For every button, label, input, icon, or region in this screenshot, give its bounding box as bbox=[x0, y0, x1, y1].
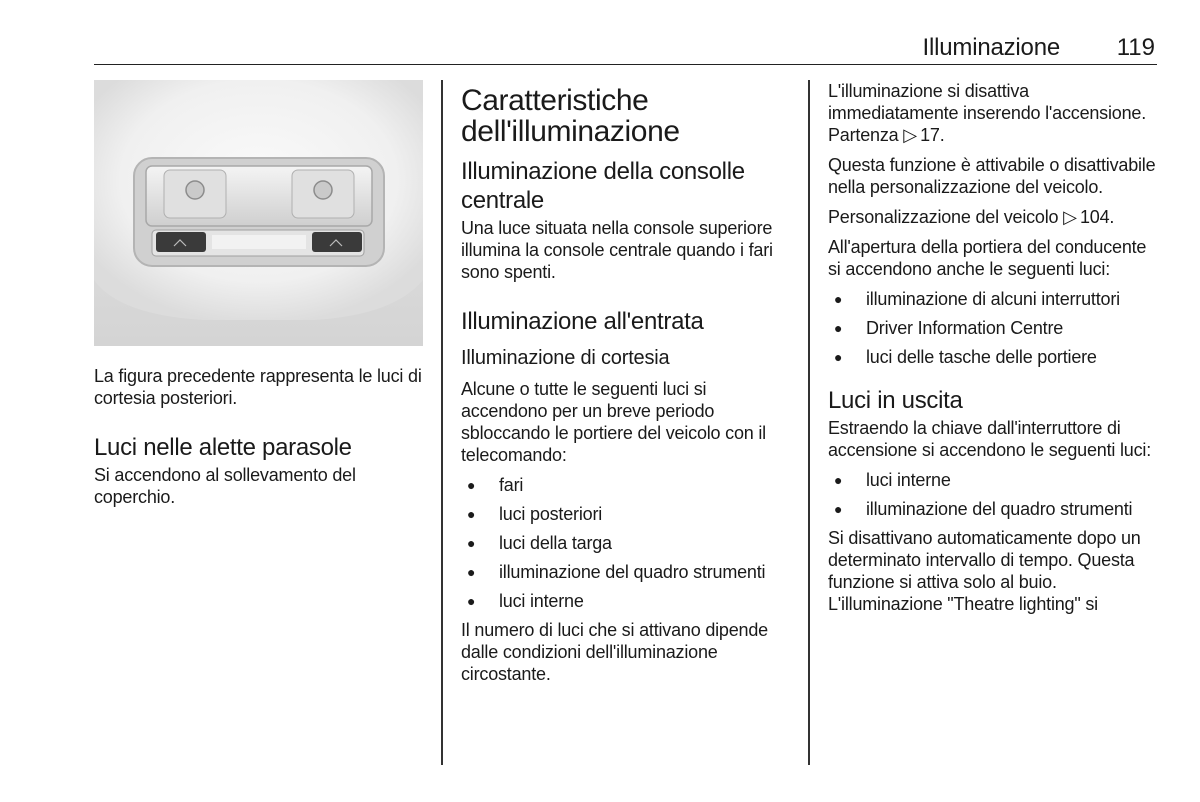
reference-triangle-icon: ▷ bbox=[1063, 207, 1077, 227]
paragraph-apertura-portiera: All'apertura della portiera del conducente si accendono anche le seguenti luci: bbox=[828, 237, 1147, 279]
heading-consolle: Illuminazione della consolle centrale bbox=[461, 158, 745, 214]
page-header bbox=[94, 30, 1157, 65]
heading-entrata: Illuminazione all'entrata bbox=[461, 308, 704, 335]
column-1 bbox=[94, 80, 424, 516]
paragraph-cortesia: Alcune o tutte le seguenti luci si accendono per un breve periodo sbloccando le portiere del veicolo con il telecomando: bbox=[461, 379, 766, 465]
list-item: ● illuminazione di alcuni interruttori bbox=[828, 288, 1160, 310]
heading-luci-alette-parasole: Luci nelle alette parasole bbox=[94, 434, 352, 461]
column-divider bbox=[808, 80, 810, 765]
column-divider bbox=[441, 80, 443, 765]
list-item: ● luci posteriori bbox=[461, 503, 791, 525]
paragraph-disattivazione-text: L'illuminazione si disattiva immediatamente inserendo l'accensione. bbox=[828, 81, 1147, 123]
column-3 bbox=[828, 80, 1160, 623]
list-item: ● Driver Information Centre bbox=[828, 317, 1160, 339]
list-item: ● luci delle tasche delle portiere bbox=[828, 346, 1160, 368]
list-item: ● fari bbox=[461, 474, 791, 496]
exit-lights-list bbox=[828, 469, 1160, 520]
list-item: ● illuminazione del quadro strumenti bbox=[828, 498, 1160, 520]
paragraph-consolle: Una luce situata nella console superiore illumina la console centrale quando i fari sono spenti. bbox=[461, 218, 773, 282]
list-item: ● luci interne bbox=[461, 590, 791, 612]
door-open-lights-list bbox=[828, 288, 1160, 368]
paragraph-disattivazione bbox=[828, 80, 1160, 146]
heading-cortesia: Illuminazione di cortesia bbox=[461, 347, 670, 369]
paragraph-estraendo-chiave: Estraendo la chiave dall'interruttore di accensione si accendono le seguenti luci: bbox=[828, 418, 1152, 460]
courtesy-light-photo-icon bbox=[94, 80, 423, 346]
heading-luci-uscita: Luci in uscita bbox=[828, 387, 963, 414]
courtesy-light-figure bbox=[94, 80, 423, 346]
paragraph-alette: Si accendono al sollevamento del coperchio. bbox=[94, 465, 356, 507]
list-item: ● illuminazione del quadro strumenti bbox=[461, 561, 791, 583]
list-item: ● luci della targa bbox=[461, 532, 791, 554]
paragraph-numero-luci: Il numero di luci che si attivano dipende dalle condizioni dell'illuminazione circostante. bbox=[461, 620, 768, 684]
reference-label: Partenza bbox=[828, 125, 899, 145]
page-title: Caratteristiche dell'illuminazione bbox=[461, 84, 680, 148]
figure-caption: La figura precedente rappresenta le luci di cortesia posteriori. bbox=[94, 366, 422, 408]
reference-personalizzazione[interactable] bbox=[828, 206, 1160, 228]
reference-label: Personalizzazione del veicolo bbox=[828, 207, 1059, 227]
page-number: 119 bbox=[1116, 34, 1155, 61]
section-title: Illuminazione bbox=[922, 34, 1060, 61]
list-item: ● luci interne bbox=[828, 469, 1160, 491]
courtesy-lights-list bbox=[461, 474, 791, 612]
paragraph-disattivazione-automatica: Si disattivano automaticamente dopo un determinato intervallo di tempo. Questa funzione si attiva solo al buio. L'illuminazione "Theatre lighting" si bbox=[828, 528, 1141, 614]
reference-page: 17. bbox=[920, 125, 945, 145]
reference-triangle-icon: ▷ bbox=[903, 125, 917, 145]
reference-partenza[interactable] bbox=[828, 125, 945, 145]
column-2 bbox=[461, 85, 791, 693]
reference-page: 104. bbox=[1079, 207, 1115, 227]
paragraph-personalizzazione: Questa funzione è attivabile o disattivabile nella personalizzazione del veicolo. bbox=[828, 155, 1156, 197]
